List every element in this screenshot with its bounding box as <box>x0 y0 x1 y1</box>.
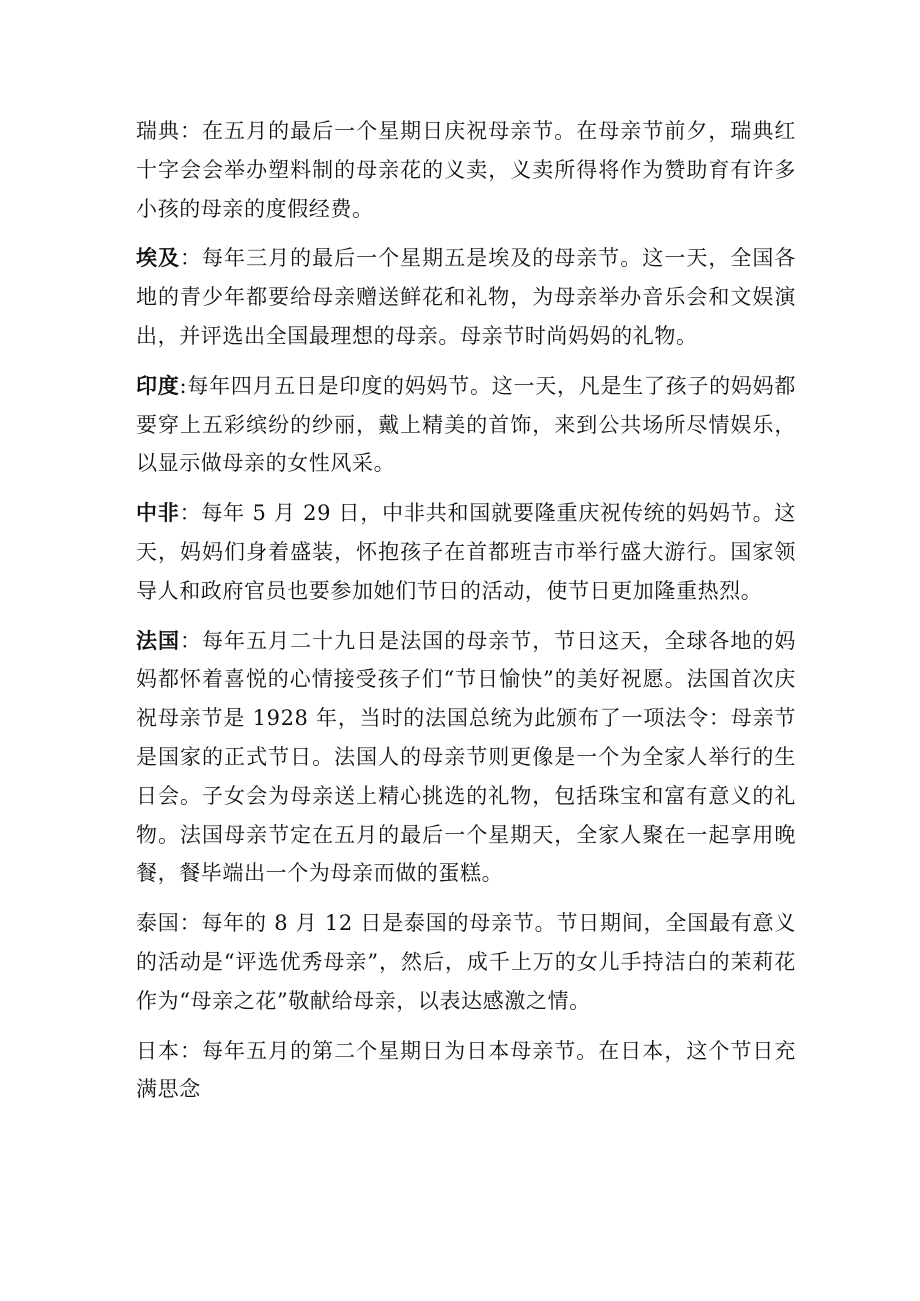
label-separator: : <box>179 373 188 398</box>
label-separator: ： <box>179 911 202 936</box>
paragraph-label: 中非 <box>136 500 180 526</box>
paragraph-label: 瑞典 <box>136 119 181 143</box>
paragraph-sweden <box>136 112 796 228</box>
paragraph-text: 每年的 8 月 12 日是泰国的母亲节。节日期间，全国最有意义的活动是“评选优秀母亲”，然后，成千上万的女儿手持洁白的茉莉花作为“母亲之花”敬献给母亲，以表达感激之情。 <box>136 911 796 1013</box>
paragraph-label: 法国 <box>136 627 181 653</box>
label-separator: ： <box>180 628 203 653</box>
paragraph-text: 每年五月的第二个星期日为日本母亲节。在日本，这个节日充满思念 <box>136 1038 796 1102</box>
paragraph-egypt <box>136 239 796 355</box>
label-separator: ： <box>179 501 202 526</box>
paragraph-text: 在五月的最后一个星期日庆祝母亲节。在母亲节前夕，瑞典红十字会会举办塑料制的母亲花的义卖，义卖所得将作为赞助育有许多小孩的母亲的度假经费。 <box>136 119 796 221</box>
paragraph-label: 日本 <box>136 1038 181 1063</box>
paragraph-text: 每年三月的最后一个星期五是埃及的母亲节。这一天，全国各地的青少年都要给母亲赠送鲜花和礼物，为母亲举办音乐会和文娱演出，并评选出全国最理想的母亲。母亲节时尚妈妈的礼物。 <box>136 246 796 348</box>
paragraph-thailand <box>136 904 796 1020</box>
paragraph-label: 埃及 <box>136 245 181 271</box>
paragraph-label: 印度 <box>136 372 180 398</box>
paragraph-india <box>136 367 796 483</box>
label-separator: ： <box>180 246 203 271</box>
paragraph-japan <box>136 1032 796 1110</box>
paragraph-central-africa <box>136 494 796 610</box>
paragraph-label: 泰国 <box>136 911 180 936</box>
paragraph-text: 每年五月二十九日是法国的母亲节，节日这天，全球各地的妈妈都怀着喜悦的心情接受孩子们“节日愉快”的美好祝愿。法国首次庆祝母亲节是 1928 年，当时的法国总统为此颁布了一项法令：母亲节是国家的正式节日。法国人的母亲节则更像是一个为全家人举行的生日会。子女会为母亲送上精心挑选的礼物，包括珠宝和富有意义的礼物。法国母亲节定在五月的最后一个星期天，全家人聚在一起享用晚餐，餐毕端出一个为母亲而做的蛋糕。 <box>136 628 796 886</box>
paragraph-text: 每年四月五日是印度的妈妈节。这一天，凡是生了孩子的妈妈都要穿上五彩缤纷的纱丽，戴上精美的首饰，来到公共场所尽情娱乐，以显示做母亲的女性风采。 <box>136 373 796 476</box>
paragraph-text: 每年 5 月 29 日，中非共和国就要隆重庆祝传统的妈妈节。这天，妈妈们身着盛装，怀抱孩子在首都班吉市举行盛大游行。国家领导人和政府官员也要参加她们节日的活动，使节日更加隆重热烈。 <box>136 501 796 603</box>
label-separator: ： <box>180 119 203 143</box>
paragraph-france <box>136 622 796 894</box>
label-separator: ： <box>180 1038 203 1063</box>
document-body <box>136 112 796 1109</box>
